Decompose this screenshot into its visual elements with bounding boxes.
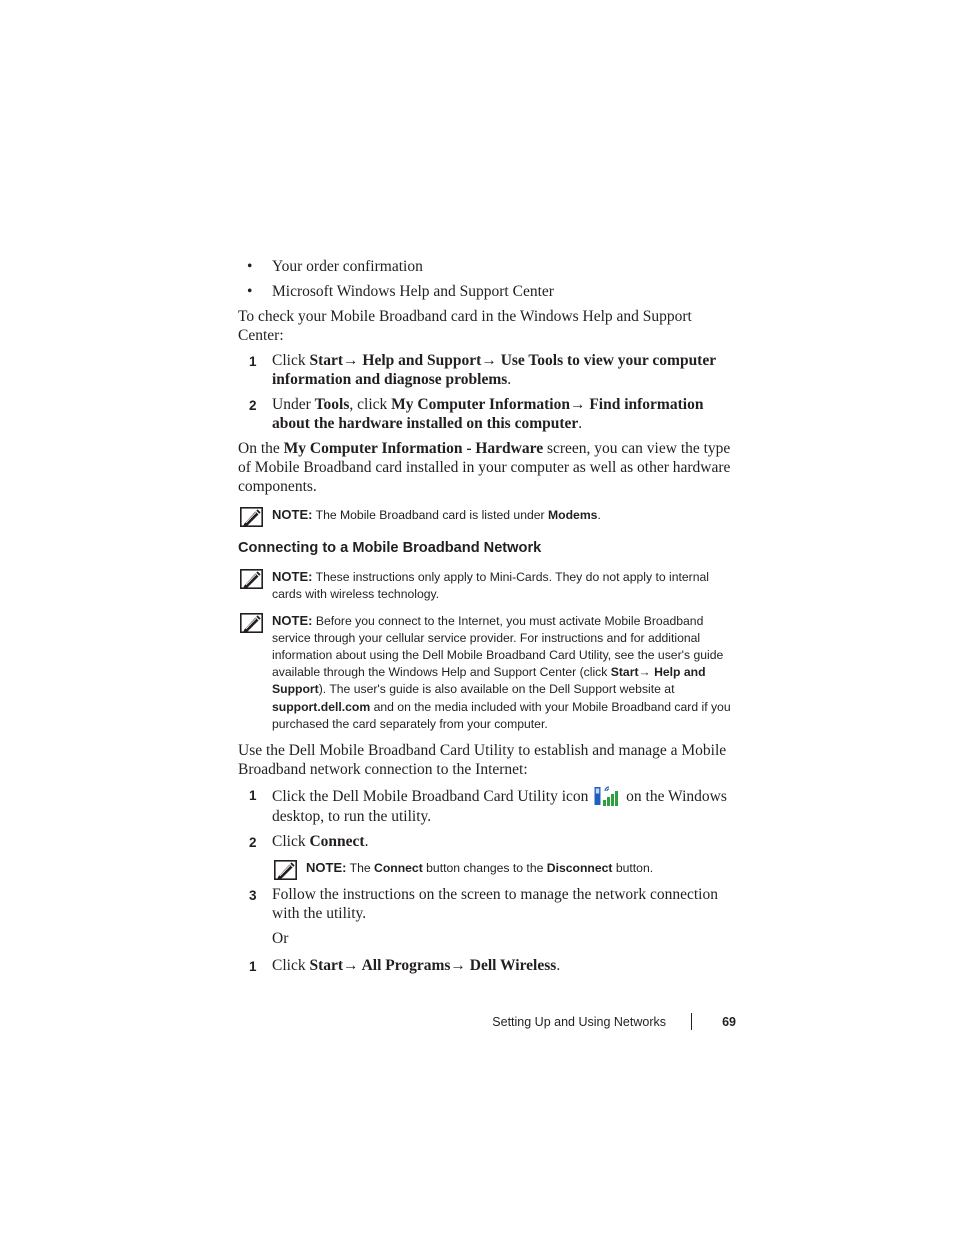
bullet-text: Microsoft Windows Help and Support Center bbox=[272, 283, 554, 300]
step-number: 3 bbox=[249, 888, 257, 904]
step-number: 1 bbox=[249, 959, 257, 975]
step-1: 1 Click Start→ Help and Support→ Use Tools to view your computer information and diagnose problems. bbox=[249, 352, 716, 388]
footer-separator bbox=[691, 1013, 692, 1030]
support-link[interactable]: support.dell.com bbox=[272, 699, 371, 714]
footer-section-title: Setting Up and Using Networks bbox=[492, 1015, 666, 1029]
arrow-glyph: → bbox=[569, 396, 586, 413]
step-number: 2 bbox=[249, 398, 257, 413]
arrow-glyph: → bbox=[343, 957, 359, 975]
bullet-item: • Your order confirmation bbox=[247, 258, 423, 275]
arrow-glyph: → bbox=[343, 352, 359, 369]
note-mini-cards: NOTE: These instructions only apply to Mini-Cards. They do not apply to internal cards with wireless technology. bbox=[238, 568, 736, 603]
step-number: 1 bbox=[249, 788, 257, 804]
page-content bbox=[238, 257, 736, 981]
bullet-item: • Microsoft Windows Help and Support Center bbox=[247, 283, 554, 300]
arrow-glyph: → bbox=[638, 665, 651, 680]
step-b2: 2 Click Connect. bbox=[249, 833, 369, 851]
step-number: 1 bbox=[249, 354, 257, 369]
bullet-text: Your order confirmation bbox=[272, 258, 423, 275]
arrow-glyph: → bbox=[481, 352, 497, 369]
step-b3: 3 Follow the instructions on the screen to manage the network connection with the utility. bbox=[249, 886, 718, 923]
note-pencil-icon bbox=[240, 569, 263, 589]
step-2: 2 Under Tools, click My Computer Information→ Find information about the hardware installed on this computer. bbox=[249, 396, 704, 432]
arrow-glyph: → bbox=[450, 957, 466, 975]
step-b1: 1 Click the Dell Mobile Broadband Card Utility icon on the Windows desktop, to run the utility. bbox=[238, 785, 736, 826]
note-pencil-icon bbox=[274, 860, 297, 880]
note-connect-button: NOTE: The Connect button changes to the Disconnect button. bbox=[272, 859, 736, 877]
utility-paragraph: Use the Dell Mobile Broadband Card Utility to establish and manage a Mobile Broadband network connection to the Internet: bbox=[238, 742, 727, 779]
step-b4: 1 Click Start→ All Programs→ Dell Wireless. bbox=[249, 957, 561, 975]
or-text: Or bbox=[272, 930, 289, 948]
note-pencil-icon bbox=[240, 613, 263, 633]
step-number: 2 bbox=[249, 835, 257, 851]
mobile-broadband-utility-icon bbox=[594, 785, 620, 807]
intro-paragraph: To check your Mobile Broadband card in the Windows Help and Support Center: bbox=[238, 308, 692, 344]
hardware-paragraph: On the My Computer Information - Hardware screen, you can view the type of Mobile Broadband card installed in your computer as well as other hardware components. bbox=[238, 440, 731, 495]
note-modems: NOTE: The Mobile Broadband card is listed under Modems. bbox=[238, 506, 736, 524]
note-activate-service: NOTE: Before you connect to the Internet, you must activate Mobile Broadband service through your cellular service provider. For instructions and for additional information about using the Dell Mobile Broadband Card Utility, see the user's guide available through the Windows Help and Support Center (click Start→ Help and Support). The user's guide is also available on the Dell Support website at support.dell.com and on the media included with your Mobile Broadband card if you purchased the card separately from your computer. bbox=[238, 612, 736, 733]
note-pencil-icon bbox=[240, 507, 263, 527]
page-number: 69 bbox=[722, 1015, 736, 1029]
section-heading: Connecting to a Mobile Broadband Network bbox=[238, 540, 542, 557]
